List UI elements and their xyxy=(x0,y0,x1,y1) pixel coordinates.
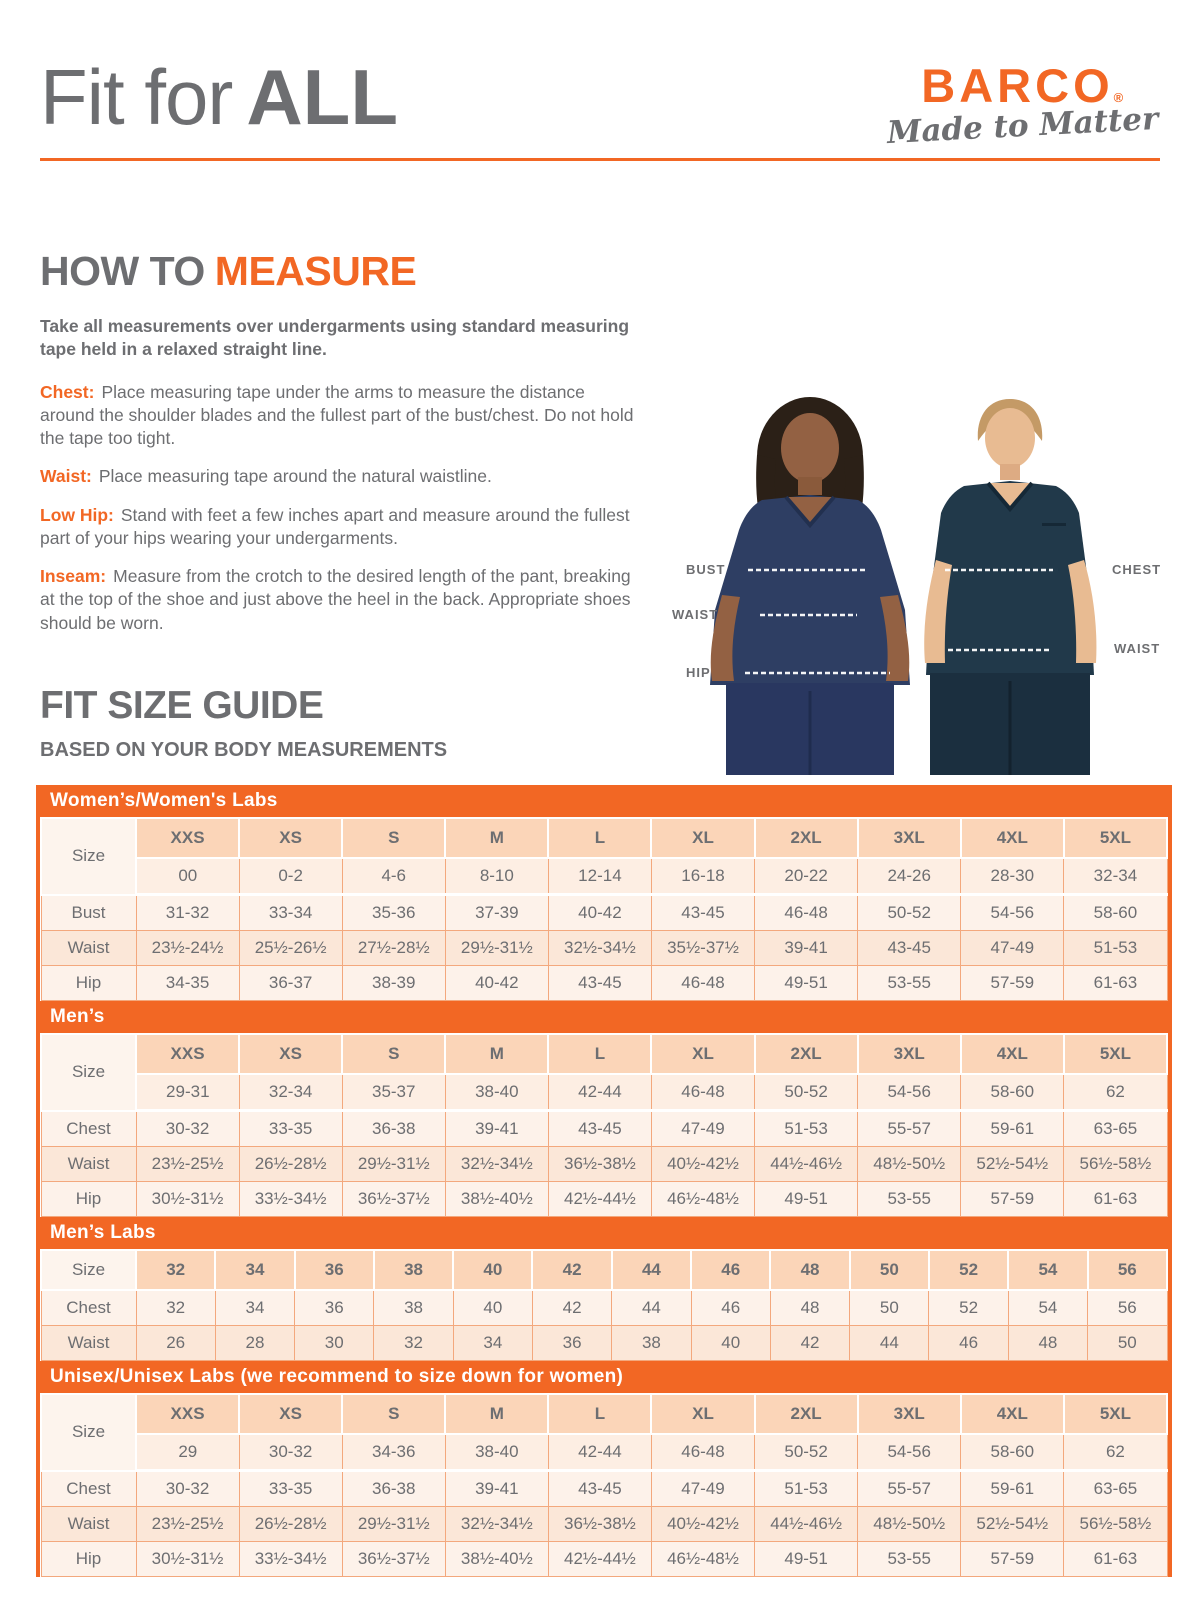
table-cell: 58-60 xyxy=(961,1074,1064,1111)
how-to-measure-heading: HOW TO MEASURE xyxy=(40,248,417,294)
table-cell: 62 xyxy=(1064,1434,1167,1471)
table-cell: 48 xyxy=(770,1250,849,1290)
table-cell: M xyxy=(445,818,548,858)
table-cell: 32-34 xyxy=(239,1074,342,1111)
table-cell: 61-63 xyxy=(1064,1542,1167,1577)
table-cell: 37-39 xyxy=(445,895,548,931)
models-photo xyxy=(660,385,1175,775)
table-cell: 5XL xyxy=(1064,818,1167,858)
table-cell: 44 xyxy=(612,1250,691,1290)
table-cell: 0-2 xyxy=(239,858,342,895)
table-cell: 54 xyxy=(1008,1290,1087,1326)
table-cell: Size xyxy=(41,1250,136,1290)
table-cell: S xyxy=(342,1394,445,1434)
table-cell: 38 xyxy=(374,1290,453,1326)
table-cell: 46-48 xyxy=(755,895,858,931)
table-cell: 43-45 xyxy=(548,966,651,1001)
table-cell: 39-41 xyxy=(755,931,858,966)
brand-name: BARCO® xyxy=(921,59,1124,112)
table-cell: 42-44 xyxy=(548,1074,651,1111)
table-cell: 47-49 xyxy=(961,931,1064,966)
man-figure xyxy=(924,399,1096,775)
table-cell: 42 xyxy=(532,1290,611,1326)
table-cell: Size xyxy=(41,1394,136,1471)
table-cell: 50-52 xyxy=(858,895,961,931)
table-cell: 58-60 xyxy=(961,1434,1064,1471)
table-cell: S xyxy=(342,818,445,858)
table-cell: 56 xyxy=(1088,1250,1167,1290)
table-header-row xyxy=(41,1394,1167,1434)
table-cell: 38 xyxy=(374,1250,453,1290)
table-cell: 43-45 xyxy=(548,1471,651,1507)
table-cell: 46 xyxy=(691,1290,770,1326)
table-cell: 42 xyxy=(532,1250,611,1290)
table-cell: 47-49 xyxy=(651,1111,754,1147)
table-cell: 53-55 xyxy=(858,966,961,1001)
table-cell: Waist xyxy=(41,1326,136,1361)
table-row xyxy=(41,1542,1167,1577)
table-cell: 34-36 xyxy=(342,1434,445,1471)
size-table-womens xyxy=(40,817,1168,1001)
table-cell: 34-35 xyxy=(136,966,239,1001)
table-cell: 49-51 xyxy=(755,966,858,1001)
table-cell: 4XL xyxy=(961,1394,1064,1434)
table-row xyxy=(41,1290,1167,1326)
table-cell: 36-38 xyxy=(342,1111,445,1147)
table-cell: 36 xyxy=(295,1250,374,1290)
table-cell: 43-45 xyxy=(548,1111,651,1147)
table-cell: 56 xyxy=(1088,1290,1167,1326)
table-cell: 5XL xyxy=(1064,1034,1167,1074)
table-cell: 43-45 xyxy=(858,931,961,966)
table-cell: 44 xyxy=(850,1326,929,1361)
table-cell: 50-52 xyxy=(755,1434,858,1471)
table-cell: 55-57 xyxy=(858,1471,961,1507)
table-cell: 36-38 xyxy=(342,1471,445,1507)
page-title xyxy=(40,52,398,143)
table-cell: 3XL xyxy=(858,1394,961,1434)
table-cell: 28 xyxy=(215,1326,294,1361)
table-cell: 4XL xyxy=(961,818,1064,858)
table-cell: Chest xyxy=(41,1111,136,1147)
table-cell: L xyxy=(548,1394,651,1434)
table-cell: 25½-26½ xyxy=(239,931,342,966)
table-cell: Waist xyxy=(41,1507,136,1542)
table-cell: 40 xyxy=(453,1290,532,1326)
table-cell: 30½-31½ xyxy=(136,1182,239,1217)
table-cell: 51-53 xyxy=(755,1471,858,1507)
table-cell: 54-56 xyxy=(858,1434,961,1471)
hip-label: HIP xyxy=(686,665,711,680)
table-cell: 44 xyxy=(612,1290,691,1326)
table-cell: 52 xyxy=(929,1250,1008,1290)
table-cell: Waist xyxy=(41,1147,136,1182)
table-cell: 24-26 xyxy=(858,858,961,895)
table-cell: 51-53 xyxy=(755,1111,858,1147)
table-cell: S xyxy=(342,1034,445,1074)
table-cell: 42 xyxy=(770,1326,849,1361)
table-cell: 23½-25½ xyxy=(136,1147,239,1182)
table-cell: 29½-31½ xyxy=(342,1507,445,1542)
table-cell: 29 xyxy=(136,1434,239,1471)
table-cell: 2XL xyxy=(755,818,858,858)
header-divider xyxy=(40,158,1160,161)
table-cell: 52½-54½ xyxy=(961,1507,1064,1542)
table-cell: L xyxy=(548,1034,651,1074)
table-cell: XXS xyxy=(136,818,239,858)
table-cell: Bust xyxy=(41,895,136,931)
table-cell: 32 xyxy=(374,1326,453,1361)
table-cell: Hip xyxy=(41,1182,136,1217)
table-cell: 32 xyxy=(136,1290,215,1326)
table-cell: 35½-37½ xyxy=(651,931,754,966)
table-cell: 51-53 xyxy=(1064,931,1167,966)
table-cell: 36-37 xyxy=(239,966,342,1001)
table-cell: 12-14 xyxy=(548,858,651,895)
waist-label-left: WAIST xyxy=(672,607,719,622)
table-cell: 30-32 xyxy=(136,1111,239,1147)
table-numeric-sizes-row xyxy=(41,1434,1167,1471)
table-cell: 32½-34½ xyxy=(548,931,651,966)
table-band-womens: Women’s/Women's Labs xyxy=(40,785,1168,817)
table-cell: 28-30 xyxy=(961,858,1064,895)
table-cell: 36½-38½ xyxy=(548,1507,651,1542)
table-cell: 40-42 xyxy=(445,966,548,1001)
table-row xyxy=(41,1147,1167,1182)
table-row xyxy=(41,931,1167,966)
table-cell: 4-6 xyxy=(342,858,445,895)
table-cell: 26 xyxy=(136,1326,215,1361)
table-cell: 27½-28½ xyxy=(342,931,445,966)
table-cell: 48½-50½ xyxy=(858,1507,961,1542)
table-row xyxy=(41,1182,1167,1217)
table-cell: Chest xyxy=(41,1471,136,1507)
table-cell: 42½-44½ xyxy=(548,1182,651,1217)
table-cell: 36 xyxy=(532,1326,611,1361)
table-cell: 59-61 xyxy=(961,1471,1064,1507)
table-cell: 00 xyxy=(136,858,239,895)
table-cell: 50 xyxy=(1088,1326,1167,1361)
table-cell: Hip xyxy=(41,966,136,1001)
table-cell: 32½-34½ xyxy=(445,1507,548,1542)
table-cell: 53-55 xyxy=(858,1542,961,1577)
table-cell: 48 xyxy=(770,1290,849,1326)
table-band-mens-labs: Men’s Labs xyxy=(40,1217,1168,1249)
table-cell: 40 xyxy=(453,1250,532,1290)
table-cell: 38-40 xyxy=(445,1074,548,1111)
table-cell: 52½-54½ xyxy=(961,1147,1064,1182)
table-cell: 8-10 xyxy=(445,858,548,895)
table-band-mens: Men’s xyxy=(40,1001,1168,1033)
table-cell: 30-32 xyxy=(136,1471,239,1507)
table-cell: 57-59 xyxy=(961,966,1064,1001)
table-cell: 31-32 xyxy=(136,895,239,931)
table-cell: 30 xyxy=(295,1326,374,1361)
table-cell: 34 xyxy=(453,1326,532,1361)
bust-label: BUST xyxy=(686,562,726,577)
table-cell: 55-57 xyxy=(858,1111,961,1147)
measure-item-waist: Waist: Place measuring tape around the natural waistline. xyxy=(40,466,492,487)
table-cell: 40½-42½ xyxy=(651,1507,754,1542)
table-cell: 34 xyxy=(215,1290,294,1326)
brand-tagline: Made to Matter xyxy=(885,100,1159,152)
table-cell: 56½-58½ xyxy=(1064,1147,1167,1182)
table-cell: 30½-31½ xyxy=(136,1542,239,1577)
table-cell: 40-42 xyxy=(548,895,651,931)
table-cell: 39-41 xyxy=(445,1471,548,1507)
table-cell: 50 xyxy=(850,1290,929,1326)
table-cell: XL xyxy=(651,1394,754,1434)
table-cell: 33½-34½ xyxy=(239,1542,342,1577)
page-title-regular: Fit for xyxy=(40,53,233,141)
table-cell: 34 xyxy=(215,1250,294,1290)
table-cell: 53-55 xyxy=(858,1182,961,1217)
chest-label: CHEST xyxy=(1112,562,1162,577)
table-cell: Chest xyxy=(41,1290,136,1326)
table-cell: 44½-46½ xyxy=(755,1147,858,1182)
table-cell: XS xyxy=(239,1394,342,1434)
table-cell: XXS xyxy=(136,1034,239,1074)
measure-item-inseam: Inseam: Measure from the crotch to the desired length of the pant, breaking at the top of the shoe and just above the heel in the back. Appropriate shoes should be worn. xyxy=(40,566,631,633)
table-cell: M xyxy=(445,1394,548,1434)
table-cell: 4XL xyxy=(961,1034,1064,1074)
table-cell: 50-52 xyxy=(755,1074,858,1111)
table-cell: 46 xyxy=(929,1326,1008,1361)
table-cell: 59-61 xyxy=(961,1111,1064,1147)
table-cell: 39-41 xyxy=(445,1111,548,1147)
table-cell: 49-51 xyxy=(755,1182,858,1217)
table-band-unisex: Unisex/Unisex Labs (we recommend to size down for women) xyxy=(40,1361,1168,1393)
table-cell: XXS xyxy=(136,1394,239,1434)
measure-intro: Take all measurements over undergarments using standard measuring tape held in a relaxed straight line. xyxy=(40,316,630,360)
size-table-mens-labs xyxy=(40,1249,1168,1361)
table-row xyxy=(41,1111,1167,1147)
table-cell: 62 xyxy=(1064,1074,1167,1111)
table-cell: 38-40 xyxy=(445,1434,548,1471)
table-cell: 46½-48½ xyxy=(651,1542,754,1577)
table-cell: 63-65 xyxy=(1064,1471,1167,1507)
table-cell: 46-48 xyxy=(651,966,754,1001)
table-cell: 54 xyxy=(1008,1250,1087,1290)
table-cell: 5XL xyxy=(1064,1394,1167,1434)
table-cell: 29-31 xyxy=(136,1074,239,1111)
table-cell: M xyxy=(445,1034,548,1074)
table-cell: 57-59 xyxy=(961,1542,1064,1577)
table-cell: 43-45 xyxy=(651,895,754,931)
table-cell: XS xyxy=(239,818,342,858)
table-cell: 38-39 xyxy=(342,966,445,1001)
page-title-bold: ALL xyxy=(246,53,398,141)
size-guide-heading: FIT SIZE GUIDE xyxy=(40,684,324,727)
table-cell: 47-49 xyxy=(651,1471,754,1507)
table-cell: 32½-34½ xyxy=(445,1147,548,1182)
table-row xyxy=(41,1471,1167,1507)
table-numeric-sizes-row xyxy=(41,858,1167,895)
table-row xyxy=(41,1326,1167,1361)
table-row xyxy=(41,966,1167,1001)
registered-mark: ® xyxy=(1113,90,1124,105)
table-cell: Hip xyxy=(41,1542,136,1577)
table-header-row xyxy=(41,1250,1167,1290)
table-cell: 50 xyxy=(850,1250,929,1290)
size-guide-subheading: BASED ON YOUR BODY MEASUREMENTS xyxy=(40,739,448,761)
table-cell: 46-48 xyxy=(651,1434,754,1471)
table-cell: 3XL xyxy=(858,818,961,858)
table-cell: 26½-28½ xyxy=(239,1147,342,1182)
table-header-row xyxy=(41,1034,1167,1074)
table-cell: XS xyxy=(239,1034,342,1074)
measure-item-chest: Chest: Place measuring tape under the arms to measure the distance around the shoulder blades and the fullest part of the bust/chest. Do not hold the tape too tight. xyxy=(40,381,634,449)
table-cell: 16-18 xyxy=(651,858,754,895)
table-cell: 48½-50½ xyxy=(858,1147,961,1182)
table-cell: 38 xyxy=(612,1326,691,1361)
table-cell: 56½-58½ xyxy=(1064,1507,1167,1542)
table-cell: 23½-25½ xyxy=(136,1507,239,1542)
table-cell: 49-51 xyxy=(755,1542,858,1577)
size-tables-container xyxy=(36,785,1172,1577)
table-cell: 36½-37½ xyxy=(342,1182,445,1217)
how-to-measure-section xyxy=(40,248,640,650)
table-cell: L xyxy=(548,818,651,858)
waist-label-right: WAIST xyxy=(1114,641,1161,656)
table-cell: 33-35 xyxy=(239,1111,342,1147)
table-cell: Waist xyxy=(41,931,136,966)
table-cell: XL xyxy=(651,1034,754,1074)
table-cell: 58-60 xyxy=(1064,895,1167,931)
table-cell: 42½-44½ xyxy=(548,1542,651,1577)
table-row xyxy=(41,895,1167,931)
table-cell: 52 xyxy=(929,1290,1008,1326)
table-cell: 44½-46½ xyxy=(755,1507,858,1542)
table-cell: 2XL xyxy=(755,1034,858,1074)
table-row xyxy=(41,1507,1167,1542)
table-cell: 40½-42½ xyxy=(651,1147,754,1182)
table-cell: 30-32 xyxy=(239,1434,342,1471)
table-cell: 35-36 xyxy=(342,895,445,931)
table-cell: 61-63 xyxy=(1064,1182,1167,1217)
table-cell: 42-44 xyxy=(548,1434,651,1471)
table-cell: 61-63 xyxy=(1064,966,1167,1001)
table-cell: 29½-31½ xyxy=(342,1147,445,1182)
table-cell: 2XL xyxy=(755,1394,858,1434)
table-cell: 48 xyxy=(1008,1326,1087,1361)
table-cell: 32-34 xyxy=(1064,858,1167,895)
measure-item-lowhip: Low Hip: Stand with feet a few inches apart and measure around the fullest part of your hips wearing your undergarments. xyxy=(40,504,630,548)
table-cell: 40 xyxy=(691,1326,770,1361)
table-cell: 36 xyxy=(295,1290,374,1326)
table-cell: 54-56 xyxy=(858,1074,961,1111)
table-cell: 33½-34½ xyxy=(239,1182,342,1217)
table-cell: 26½-28½ xyxy=(239,1507,342,1542)
table-cell: XL xyxy=(651,818,754,858)
table-cell: 38½-40½ xyxy=(445,1182,548,1217)
table-cell: 29½-31½ xyxy=(445,931,548,966)
table-cell: 63-65 xyxy=(1064,1111,1167,1147)
table-header-row xyxy=(41,818,1167,858)
table-cell: 23½-24½ xyxy=(136,931,239,966)
table-cell: 35-37 xyxy=(342,1074,445,1111)
table-cell: 33-35 xyxy=(239,1471,342,1507)
table-cell: 38½-40½ xyxy=(445,1542,548,1577)
size-table-unisex xyxy=(40,1393,1168,1577)
table-cell: 32 xyxy=(136,1250,215,1290)
table-cell: 36½-37½ xyxy=(342,1542,445,1577)
table-cell: Size xyxy=(41,1034,136,1111)
woman-figure xyxy=(710,397,910,775)
table-cell: 46-48 xyxy=(651,1074,754,1111)
table-cell: Size xyxy=(41,818,136,895)
table-cell: 33-34 xyxy=(239,895,342,931)
table-cell: 36½-38½ xyxy=(548,1147,651,1182)
table-cell: 3XL xyxy=(858,1034,961,1074)
table-cell: 20-22 xyxy=(755,858,858,895)
models-illustration xyxy=(660,385,1175,775)
table-cell: 46½-48½ xyxy=(651,1182,754,1217)
table-cell: 54-56 xyxy=(961,895,1064,931)
barco-logo xyxy=(885,59,1159,152)
size-table-mens xyxy=(40,1033,1168,1217)
table-cell: 57-59 xyxy=(961,1182,1064,1217)
table-numeric-sizes-row xyxy=(41,1074,1167,1111)
table-cell: 46 xyxy=(691,1250,770,1290)
